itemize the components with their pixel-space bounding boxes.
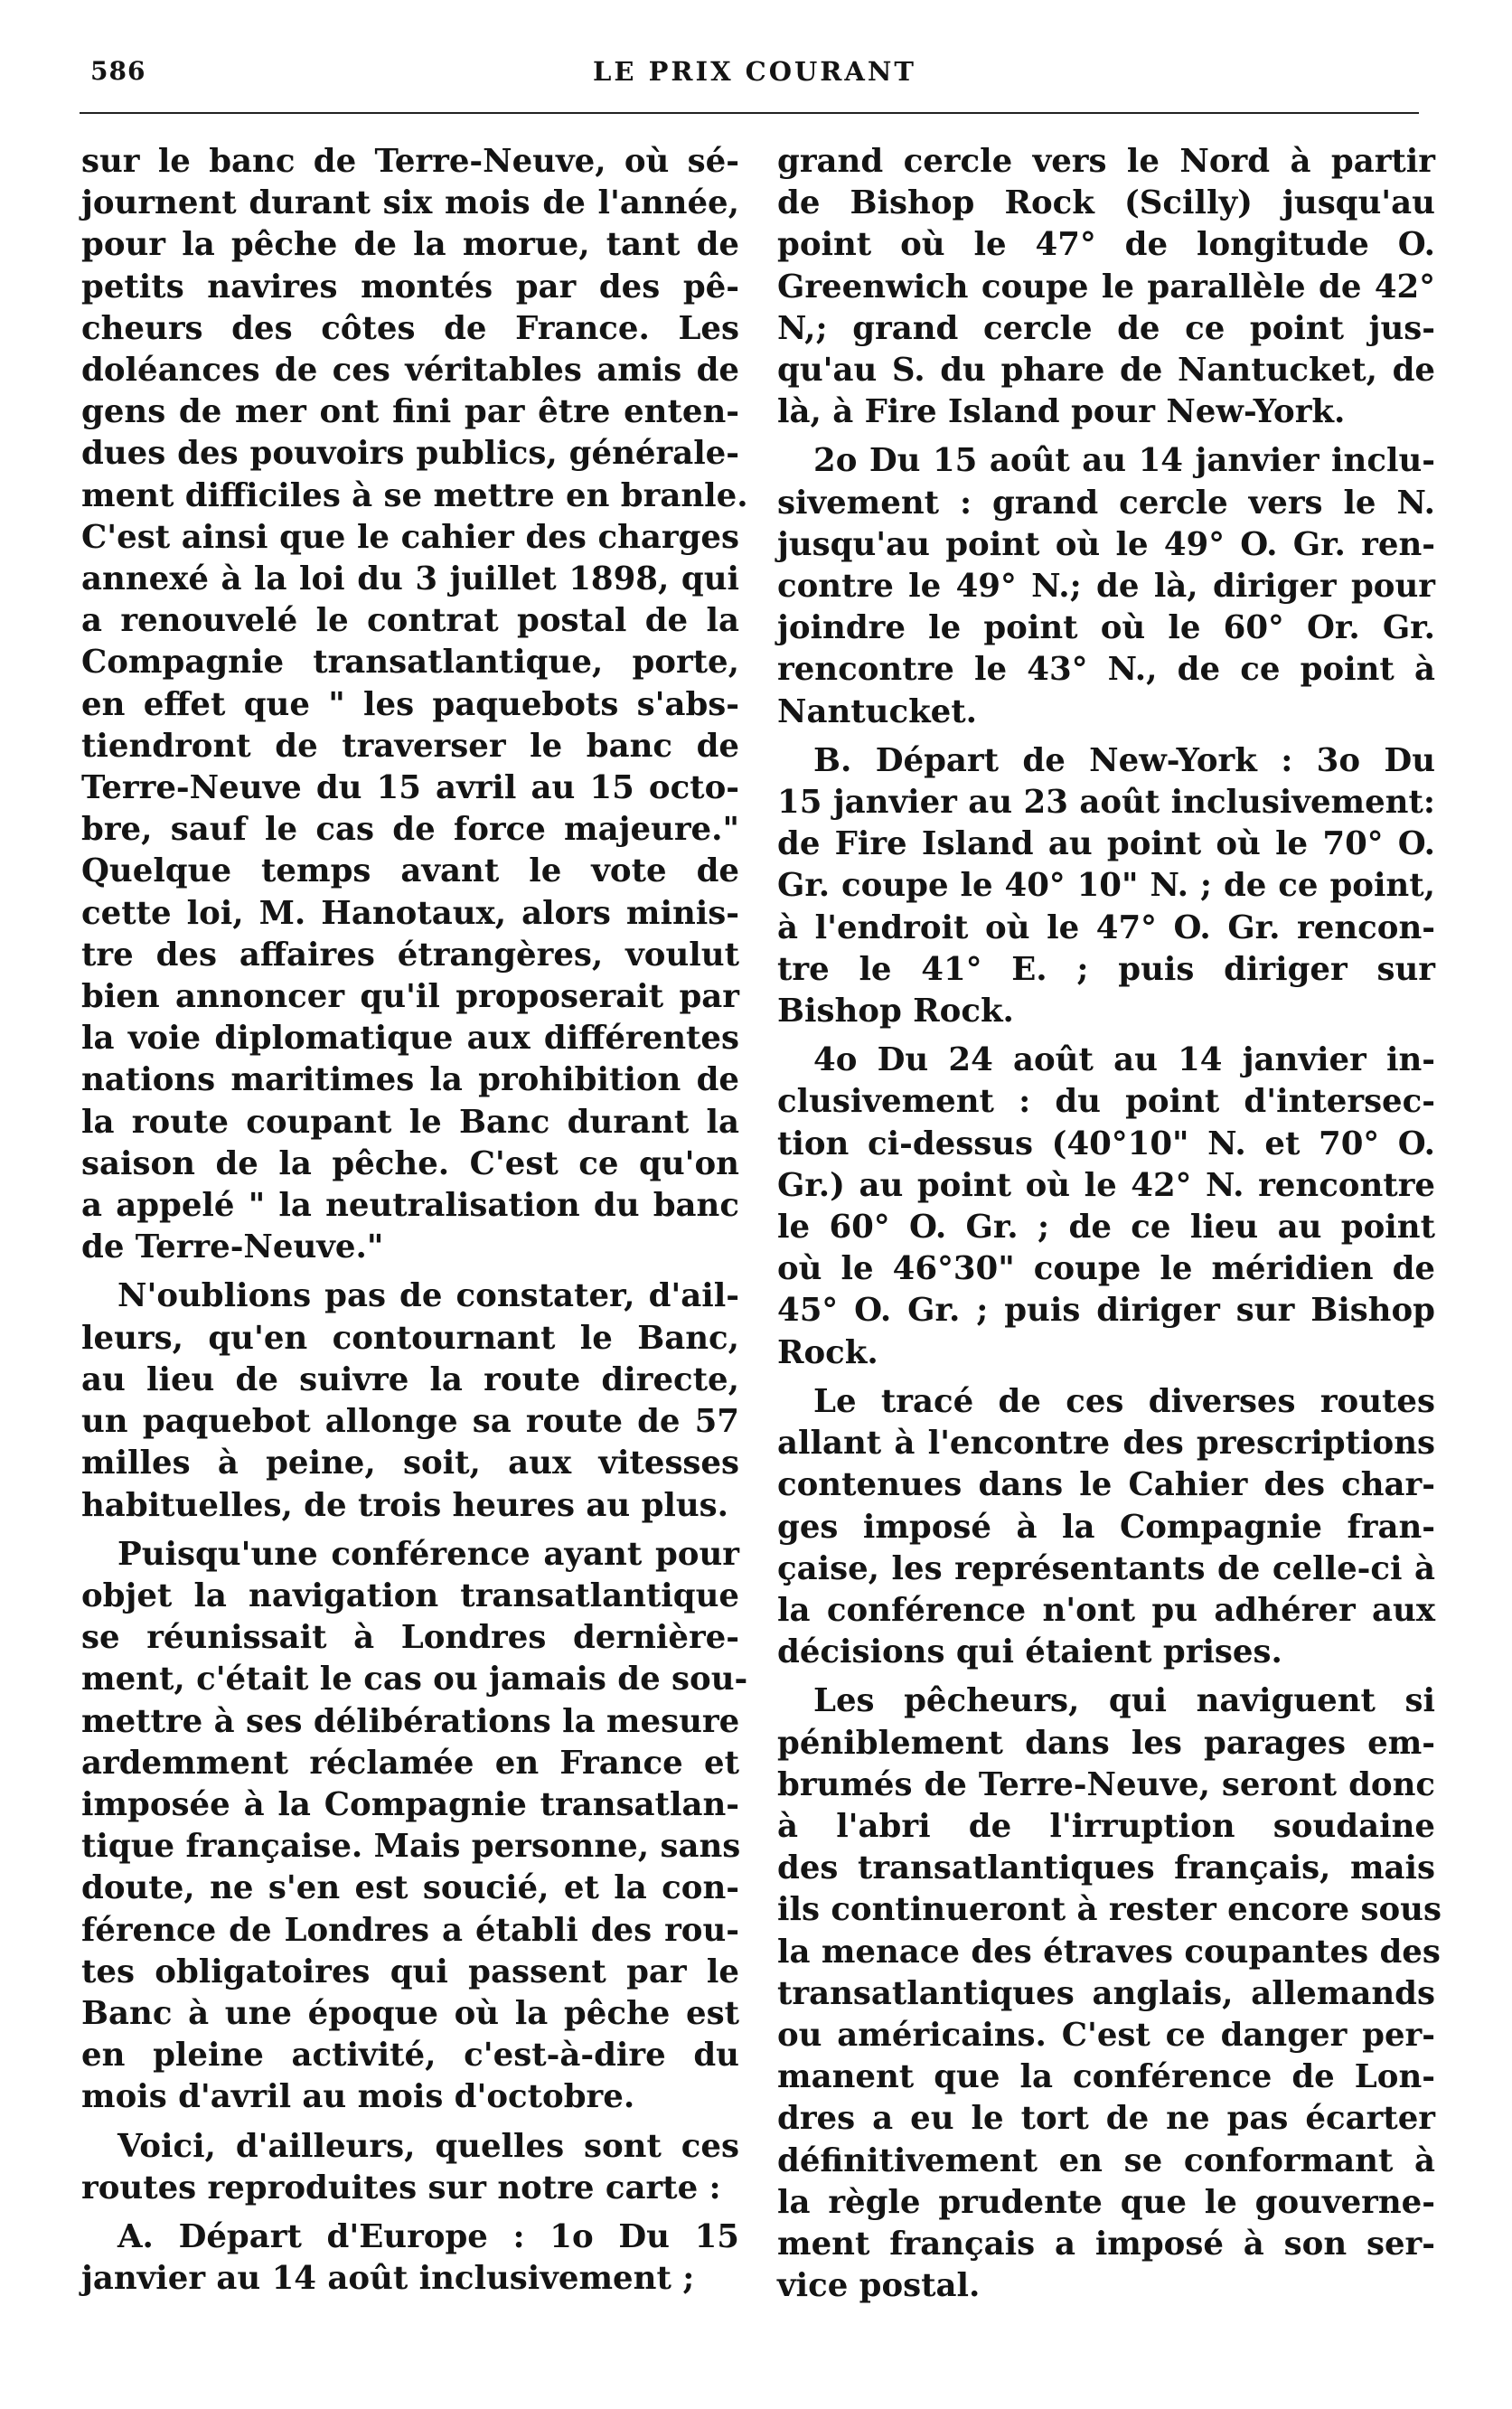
text-line: Terre-Neuve du 15 avril au 15 octo- [81,769,739,807]
running-title: LE PRIX COURANT [593,56,916,87]
text-line: doute, ne s'en est soucié, et la con- [81,1869,739,1907]
text-line: Nantucket. [777,692,978,730]
text-line: grand cercle vers le Nord à partir [777,143,1435,180]
text-line: Gr.) au point où le 42° N. rencontre [777,1166,1435,1204]
text-line: décisions qui étaient prises. [777,1633,1282,1671]
text-line: férence de Londres a établi des rou- [81,1911,739,1949]
text-line: ment français a imposé à son ser- [777,2225,1435,2263]
right-paragraph [777,1040,1435,1374]
text-line: N'oublions pas de constater, d'ail- [117,1277,739,1315]
text-line: au lieu de suivre la route directe, [81,1360,739,1398]
text-line: à l'endroit où le 47° O. Gr. rencon- [777,908,1435,946]
text-line: tion ci-dessus (40°10" N. et 70° O. [777,1125,1435,1162]
text-line: en pleine activité, c'est-à-dire du [81,2037,739,2075]
page-header [90,56,1419,98]
text-line: Le tracé de ces diverses routes [813,1382,1435,1420]
text-line: brumés de Terre-Neuve, seront donc [777,1765,1435,1803]
text-line: de Bishop Rock (Scilly) jusqu'au [777,184,1435,222]
text-line: gens de mer ont fini par être enten- [81,393,739,431]
text-line: a appelé " la neutralisation du banc [81,1187,739,1225]
text-line: routes reproduites sur notre carte : [81,2169,721,2207]
right-column [777,141,1442,2314]
text-line: Voici, d'ailleurs, quelles sont ces [117,2127,739,2165]
text-line: la route coupant le Banc durant la [81,1103,739,1141]
text-line: définitivement en se conformant à [777,2141,1435,2179]
text-line: sur le banc de Terre-Neuve, où sé- [81,143,739,180]
text-line: cette loi, M. Hanotaux, alors minis- [81,894,739,932]
text-line: imposée à la Compagnie transatlan- [81,1785,739,1823]
text-line: tique française. Mais personne, sans [81,1828,741,1866]
text-line: la règle prudente que le gouverne- [777,2183,1435,2221]
text-line: A. Départ d'Europe : 1o Du 15 [117,2217,739,2255]
text-line: le 60° O. Gr. ; de ce lieu au point [777,1209,1435,1247]
text-line: la menace des étraves coupantes des [777,1933,1441,1971]
text-line: des transatlantiques français, mais [777,1849,1435,1887]
text-line: point où le 47° de longitude O. [777,226,1435,264]
text-line: la conférence n'ont pu adhérer aux [777,1591,1435,1629]
text-line: janvier au 14 août inclusivement ; [81,2260,695,2298]
text-line: de Terre-Neuve." [81,1228,384,1266]
text-line: dres a eu le tort de ne pas écarter [777,2100,1435,2138]
right-paragraph [777,141,1435,433]
left-paragraph [81,2126,739,2209]
right-paragraph [777,1680,1442,2307]
text-line: un paquebot allonge sa route de 57 [81,1403,739,1441]
text-line: Quelque temps avant le vote de [81,852,739,890]
text-line: la voie diplomatique aux différentes [81,1020,739,1058]
text-line: cheurs des côtes de France. Les [81,309,739,347]
text-line: à l'abri de l'irruption soudaine [777,1807,1435,1845]
text-line: Banc à une époque où la pêche est [81,1994,739,2032]
text-line: pour la pêche de la morue, tant de [81,226,739,264]
text-line: contre le 49° N.; de là, diriger pour [777,568,1435,606]
text-line: tre des affaires étrangères, voulut [81,936,739,974]
text-line: là, à Fire Island pour New-York. [777,393,1346,431]
text-line: se réunissait à Londres dernière- [81,1619,739,1657]
text-line: bien annoncer qu'il proposerait par [81,978,739,1016]
text-line: petits navires montés par des pê- [81,268,739,306]
page-number: 586 [90,56,146,86]
text-line: Les pêcheurs, qui naviguent si [813,1682,1435,1720]
text-line: objet la navigation transatlantique [81,1576,739,1614]
text-line: ment, c'était le cas ou jamais de sou- [81,1661,748,1699]
text-line: joindre le point où le 60° Or. Gr. [777,609,1435,647]
text-line: journent durant six mois de l'année, [81,184,739,222]
left-paragraph [81,141,748,1268]
text-line: a renouvelé le contrat postal de la [81,602,739,640]
text-line: 4o Du 24 août au 14 janvier in- [813,1041,1435,1079]
text-line: C'est ainsi que le cahier des charges [81,518,739,556]
text-line: çaise, les représentants de celle-ci à [777,1549,1435,1587]
text-line: tiendront de traverser le banc de [81,727,739,765]
left-paragraph [81,2216,739,2300]
text-line: leurs, qu'en contournant le Banc, [81,1319,739,1357]
right-paragraph [777,740,1435,1032]
text-line: mois d'avril au mois d'octobre. [81,2078,635,2116]
text-line: doléances de ces véritables amis de [81,352,739,390]
text-line: transatlantiques anglais, allemands [777,1974,1435,2012]
text-line: Bishop Rock. [777,993,1014,1030]
text-line: rencontre le 43° N., de ce point à [777,651,1435,689]
text-line: nations maritimes la prohibition de [81,1061,739,1099]
text-line: ardemment réclamée en France et [81,1744,739,1782]
text-line: clusivement : du point d'intersec- [777,1083,1435,1121]
text-line: ges imposé à la Compagnie fran- [777,1508,1435,1546]
text-line: habituelles, de trois heures au plus. [81,1486,729,1524]
text-line: de Fire Island au point où le 70° O. [777,825,1435,863]
text-line: 15 janvier au 23 août inclusivement: [777,784,1435,822]
text-line: saison de la pêche. C'est ce qu'on [81,1144,739,1182]
text-line: contenues dans le Cahier des char- [777,1466,1435,1504]
left-paragraph [81,1275,739,1526]
text-line: ment difficiles à se mettre en branle. [81,476,748,514]
text-line: mettre à ses délibérations la mesure [81,1702,740,1740]
text-line: 2o Du 15 août au 14 janvier inclu- [813,442,1435,480]
right-paragraph [777,440,1435,732]
text-line: N,; grand cercle de ce point jus- [777,309,1435,347]
text-line: manent que la conférence de Lon- [777,2058,1435,2096]
text-line: jusqu'au point où le 49° O. Gr. ren- [777,525,1435,563]
text-line: Compagnie transatlantique, porte, [81,644,739,682]
text-line: en effet que " les paquebots s'abs- [81,685,739,723]
text-line: où le 46°30" coupe le méridien de [777,1250,1435,1288]
text-line: milles à peine, soit, aux vitesses [81,1444,739,1482]
text-line: ils continueront à rester encore sous [777,1891,1442,1929]
text-line: B. Départ de New-York : 3o Du [813,741,1435,779]
text-line: annexé à la loi du 3 juillet 1898, qui [81,560,739,598]
text-line: sivement : grand cercle vers le N. [777,484,1435,522]
text-line: péniblement dans les parages em- [777,1724,1435,1762]
text-line: 45° O. Gr. ; puis diriger sur Bishop [777,1292,1435,1330]
text-line: Puisqu'une conférence ayant pour [117,1535,739,1573]
text-line: vice postal. [777,2267,981,2305]
text-line: dues des pouvoirs publics, générale- [81,435,739,473]
text-line: ou américains. C'est ce danger per- [777,2016,1435,2054]
text-line: Rock. [777,1333,878,1371]
text-line: tre le 41° E. ; puis diriger sur [777,950,1435,988]
right-paragraph [777,1381,1435,1673]
text-line: qu'au S. du phare de Nantucket, de [777,352,1435,390]
left-column [81,141,748,2307]
left-paragraph [81,1534,748,2119]
text-line: Greenwich coupe le parallèle de 42° [777,268,1435,306]
header-rule [80,112,1419,114]
text-line: Gr. coupe le 40° 10" N. ; de ce point, [777,867,1435,905]
text-line: bre, sauf le cas de force majeure." [81,811,739,849]
text-line: tes obligatoires qui passent par le [81,1953,739,1990]
text-line: allant à l'encontre des prescriptions [777,1425,1435,1463]
